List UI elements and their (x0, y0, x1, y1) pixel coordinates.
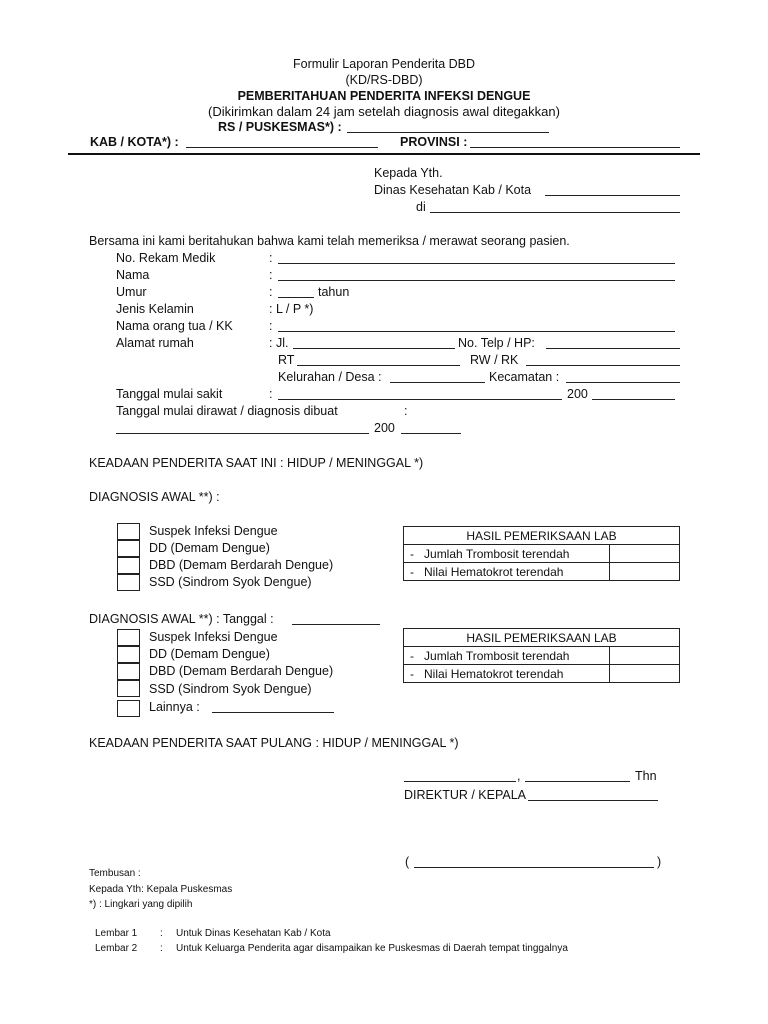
lembar-2-colon: : (160, 943, 163, 954)
lab-row-trombosit (404, 647, 610, 665)
jenis-kelamin-options[interactable]: : L / P *) (269, 302, 314, 316)
rt-label: RT (278, 353, 295, 367)
year-prefix: 200 (374, 421, 395, 435)
recipient-di: di (416, 200, 426, 214)
keadaan-saat-pulang: KEADAAN PENDERITA SAAT PULANG : HIDUP / MENINGGAL *) (89, 736, 459, 750)
kab-kota-field[interactable] (186, 135, 378, 148)
umur-label: Umur (116, 285, 147, 299)
checkbox-dbd[interactable] (117, 557, 140, 574)
checkbox-lainnya[interactable] (117, 700, 140, 717)
recipient-kepada: Kepada Yth. (374, 166, 443, 180)
kelurahan-label: Kelurahan / Desa : (278, 370, 382, 384)
rekam-medik-label: No. Rekam Medik (116, 251, 216, 265)
dash: - (410, 648, 414, 663)
lembar-2-text: Untuk Keluarga Penderita agar disampaikan ke Puskesmas di Daerah tempat tinggalnya (176, 943, 568, 954)
recipient-dinas: Dinas Kesehatan Kab / Kota (374, 183, 532, 197)
checkbox-ssd[interactable] (117, 574, 140, 591)
header-divider (68, 153, 700, 155)
mulai-sakit-label: Tanggal mulai sakit (116, 387, 223, 401)
option-dd-2: DD (Demam Dengue) (149, 647, 270, 661)
date-field[interactable] (525, 769, 630, 782)
hematokrot-label: Nilai Hematokrot terendah (424, 564, 564, 579)
lab-table-header: HASIL PEMERIKSAAN LAB (404, 527, 680, 545)
hematokrot-value-cell[interactable] (610, 563, 680, 581)
diagnosis-tanggal-field[interactable] (292, 612, 380, 625)
tembusan-kepada: Kepada Yth: Kepala Puskesmas (89, 884, 233, 895)
colon: : (269, 387, 273, 401)
colon: : (269, 251, 273, 265)
lab-row-hematokrot (404, 563, 610, 581)
diagnosis-awal-title: DIAGNOSIS AWAL **) : (89, 490, 220, 504)
direktur-label: DIREKTUR / KEPALA (404, 788, 527, 802)
dash: - (410, 666, 414, 681)
jl-field[interactable] (293, 336, 455, 349)
option-dbd: DBD (Demam Berdarah Dengue) (149, 558, 334, 572)
kelurahan-field[interactable] (390, 370, 485, 383)
lainnya-field[interactable] (212, 700, 334, 713)
trombosit-label: Jumlah Trombosit terendah (424, 546, 570, 561)
orang-tua-label: Nama orang tua / KK (116, 319, 233, 333)
nama-label: Nama (116, 268, 150, 282)
kecamatan-field[interactable] (566, 370, 680, 383)
nama-field[interactable] (278, 268, 675, 281)
colon: : (269, 319, 273, 333)
checkbox-ssd-2[interactable] (117, 680, 140, 697)
lab-row-trombosit (404, 545, 610, 563)
umur-field[interactable] (278, 285, 314, 298)
year-prefix: 200 (567, 387, 588, 401)
jenis-kelamin-label: Jenis Kelamin (116, 302, 194, 316)
mulai-sakit-year-field[interactable] (592, 387, 675, 400)
checkbox-dd-2[interactable] (117, 646, 140, 663)
lembar-1-text: Untuk Dinas Kesehatan Kab / Kota (176, 928, 331, 939)
colon: : (269, 268, 273, 282)
kecamatan-label: Kecamatan : (489, 370, 560, 384)
colon: : (404, 404, 408, 418)
lab-results-table-2 (403, 628, 680, 683)
di-field[interactable] (430, 200, 680, 213)
hematokrot-label: Nilai Hematokrot terendah (424, 666, 564, 681)
form-code: (KD/RS-DBD) (345, 73, 423, 87)
tahun-label: tahun (318, 285, 350, 299)
kab-kota-label: KAB / KOTA*) : (90, 135, 179, 149)
keadaan-saat-ini: KEADAAN PENDERITA SAAT INI : HIDUP / MENINGGAL *) (89, 456, 424, 470)
hematokrot-value-cell[interactable] (610, 665, 680, 683)
alamat-label: Alamat rumah (116, 336, 194, 350)
trombosit-value-cell[interactable] (610, 545, 680, 563)
mulai-dirawat-label: Tanggal mulai dirawat / diagnosis dibuat (116, 404, 338, 418)
checkbox-dd[interactable] (117, 540, 140, 557)
lembar-1-colon: : (160, 928, 163, 939)
intro-text: Bersama ini kami beritahukan bahwa kami telah memeriksa / merawat seorang pasien. (89, 234, 570, 248)
option-ssd-2: SSD (Sindrom Syok Dengue) (149, 682, 312, 696)
option-dbd-2: DBD (Demam Berdarah Dengue) (149, 664, 334, 678)
dash: - (410, 564, 414, 579)
mulai-sakit-date-field[interactable] (278, 387, 562, 400)
lab-row-hematokrot (404, 665, 610, 683)
footnote-lingkari: *) : Lingkari yang dipilih (89, 899, 193, 910)
option-dd: DD (Demam Dengue) (149, 541, 270, 555)
lembar-2-label: Lembar 2 (95, 943, 138, 954)
paren-open: ( (405, 855, 410, 869)
provinsi-label: PROVINSI : (400, 135, 468, 149)
trombosit-value-cell[interactable] (610, 647, 680, 665)
rekam-medik-field[interactable] (278, 251, 675, 264)
colon: : (269, 285, 273, 299)
thn-label: Thn (635, 769, 657, 783)
form-subheading: (Dikirimkan dalam 24 jam setelah diagnosis awal ditegakkan) (208, 104, 560, 119)
comma: , (517, 769, 521, 783)
lab-table-header: HASIL PEMERIKSAAN LAB (404, 629, 680, 647)
form-heading: PEMBERITAHUAN PENDERITA INFEKSI DENGUE (237, 89, 531, 103)
telp-label: No. Telp / HP: (458, 336, 535, 350)
mulai-dirawat-year-field[interactable] (401, 421, 461, 434)
rs-puskesmas-field[interactable] (347, 120, 549, 133)
mulai-dirawat-date-field[interactable] (116, 421, 369, 434)
dash: - (410, 546, 414, 561)
trombosit-label: Jumlah Trombosit terendah (424, 648, 570, 663)
checkbox-suspek[interactable] (117, 523, 140, 540)
tembusan-label: Tembusan : (89, 868, 141, 879)
signature-name-field[interactable] (414, 855, 654, 868)
diagnosis-awal-tanggal-title: DIAGNOSIS AWAL **) : Tanggal : (89, 612, 274, 626)
checkbox-suspek-2[interactable] (117, 629, 140, 646)
option-ssd: SSD (Sindrom Syok Dengue) (149, 575, 312, 589)
jl-label: : Jl. (269, 336, 289, 350)
provinsi-field[interactable] (470, 135, 680, 148)
place-field[interactable] (404, 769, 516, 782)
option-suspek: Suspek Infeksi Dengue (149, 524, 278, 538)
option-suspek-2: Suspek Infeksi Dengue (149, 630, 278, 644)
dinas-field[interactable] (545, 183, 680, 196)
form-title: Formulir Laporan Penderita DBD (292, 57, 476, 71)
rs-puskesmas-label: RS / PUSKESMAS*) : (218, 120, 342, 134)
option-lainnya: Lainnya : (149, 700, 200, 714)
orang-tua-field[interactable] (278, 319, 675, 332)
rw-field[interactable] (526, 353, 680, 366)
rt-field[interactable] (297, 353, 460, 366)
checkbox-dbd-2[interactable] (117, 663, 140, 680)
lab-results-table-1 (403, 526, 680, 581)
paren-close: ) (657, 855, 662, 869)
direktur-field[interactable] (528, 788, 658, 801)
rw-label: RW / RK (470, 353, 519, 367)
lembar-1-label: Lembar 1 (95, 928, 138, 939)
telp-field[interactable] (546, 336, 680, 349)
